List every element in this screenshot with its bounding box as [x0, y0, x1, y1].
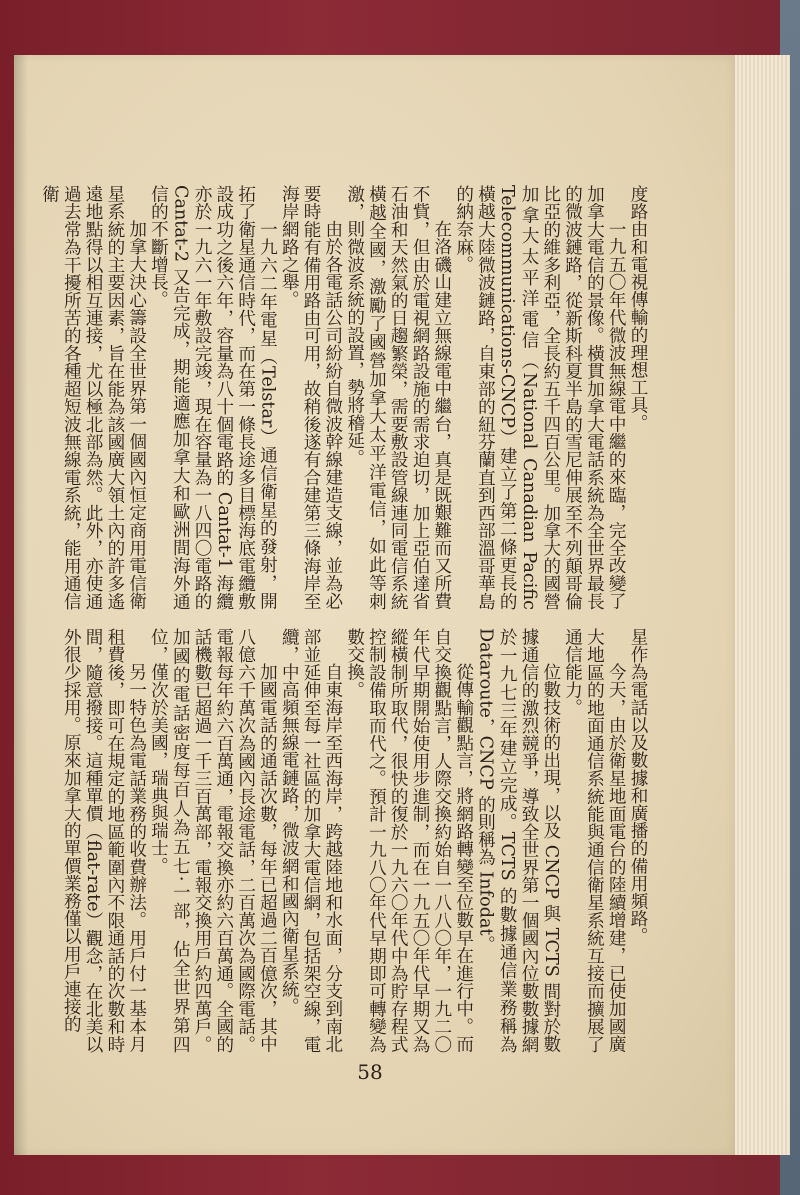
- page-number: 58: [357, 1060, 383, 1084]
- paragraph: 自東海岸至西海岸，跨越陸地和水面，分支到南北部並延伸至每一社區的加拿大電信網，包括架空線，電纜，中高頻無線電鏈路，微波網和國內衛星系統。: [279, 628, 343, 1053]
- paragraph: 由於各電話公司紛紛自微波幹線建造支線，並為必要時能有備用路由可用，故稍後遂有合建第三條海岸至海岸網路之舉。: [279, 185, 343, 610]
- page-gutter-shadow: [14, 55, 28, 1155]
- page-edges: [735, 55, 790, 1155]
- paragraph: 從傳輸觀點言，將網路轉變至位數早在進行中。而自交換觀點言，人際交換約始自一八八〇年，一九二〇年代早期開始使用步進制，而在一九五〇年代早期又為縱橫制所取代，很快的復於一九六〇年代中為貯存程式控制設備取而代之。預計一九八〇年代早期即可轉變為數交換。: [344, 628, 474, 1053]
- paragraph: 星作為電話以及數據和廣播的備用頻路。: [628, 628, 648, 945]
- upper-text-block: [39, 185, 648, 610]
- paragraph: 另一特色為電話業務的收費辦法。用戶付一基本月租費後，即可在規定的地區範圍內不限通話的次數和時間，隨意撥接。這種單價（flat-rate）觀念，在北美以外很少採用。原來加拿大的單價業務僅以用戶連接的: [61, 628, 147, 1053]
- lower-text-block: [61, 628, 648, 1053]
- paragraph: 位數技術的出現，以及 CNCP 與 TCTS 間對於數據通信的激烈競爭，導致全世界第一個國內位數數據網於一九七三年建立完成。TCTS 的數據通信業務稱為 Dataroute，CNCP 的則稱為 Infodat。: [475, 628, 561, 1053]
- paragraph: 今天，由於衛星地面電台的陸續增建，已使加國廣大地區的地面通信系統能與通信衛星系統互接而擴展了通信能力。: [562, 628, 627, 1053]
- paragraph: 在洛磯山建立無線電中繼台，真是既艱難而又所費不貲，但由於電視網路設施的需求迫切，加上亞伯達省石油和天然氣的日趨繁榮，需要敷設管線連同電信系統橫越全國，激勵了國營加拿大太平洋電信，如此等刺激，則微波系統的設置，勢將稽延。: [344, 185, 452, 610]
- paragraph: 度路由和電視傳輸的理想工具。: [628, 185, 648, 432]
- paragraph: 一九五〇年代微波無線電中繼的來臨，完全改變了加拿大電信的景像。橫貫加拿大電話系統為全世界最長的微波鏈路，從新斯科夏半島的雪尼伸展至不列顛哥倫比亞的維多利亞，全長約五千四百公里。加拿大的國營加拿大太平洋電信（National Canadian Pacific Telecommunications-CNCP）建立了第二條更長的橫越大陸微波鏈路，自東部的紐芬蘭直到西部溫哥華島的納奈麻。: [453, 185, 627, 610]
- paragraph: 加國電話的通話次數，每年已超過二百億次，其中八億六千萬次為國內長途電話，二百萬次為國際電話。電報每年約六百萬通，電報交換亦約六百萬通。全國的話機數已超過一千三百萬部，電報交換用戶約四萬戶。加國的電話密度每百人為五七·一部，佔全世界第四位，僅次於美國，瑞典與瑞士。: [148, 628, 278, 1053]
- paragraph: 一九六二年電星（Telstar）通信衛星的發射，開拓了衛星通信時代，而在第一條長途多目標海底電纜敷設成功之後六年，容量為八十個電路的 Cantat-1 海纜亦於一九六一年敷設完竣，現在容量為一八四〇電路的 Cantat-2 又告完成，期能適應加拿大和歐洲間海外通信的不斷增長。: [148, 185, 278, 610]
- paragraph: 加拿大決心籌設全世界第一個國內恒定商用電信衛星系統的主要因素，旨在能為該國廣大領土內的許多遙遠地點得以相互連接，尤以極北部為然。此外，亦使通過去常為干擾所苦的各種超短波無線電系統，能用通信衛: [39, 185, 147, 610]
